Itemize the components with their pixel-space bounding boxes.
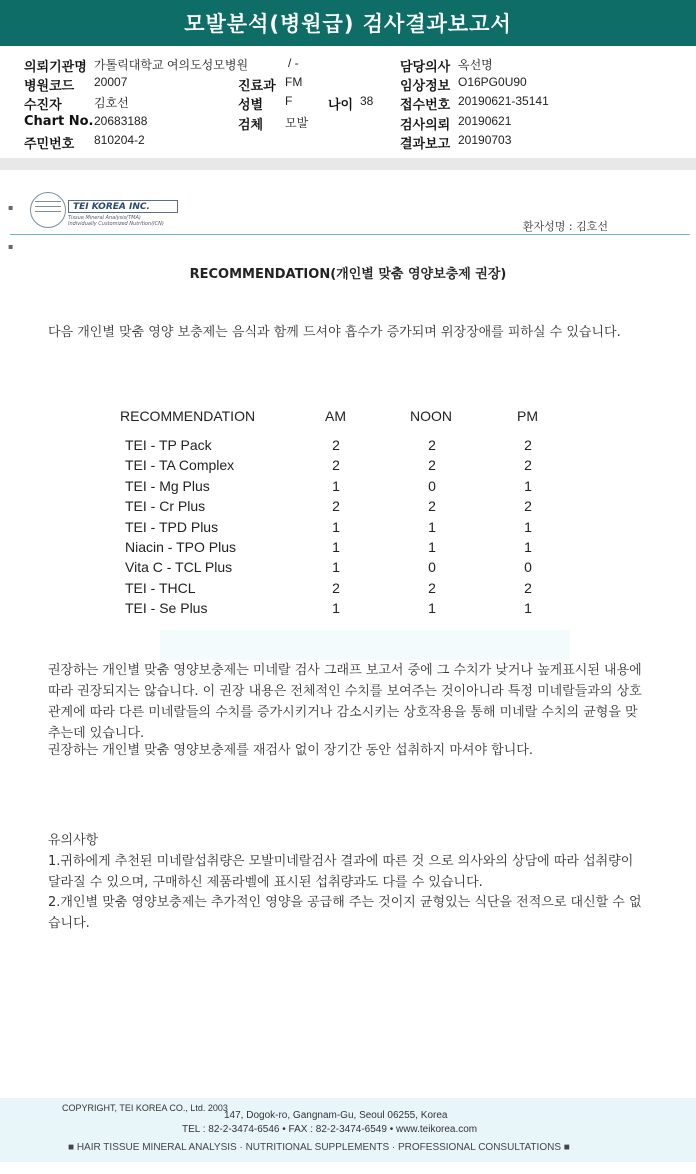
dose-pm: 1 bbox=[524, 518, 532, 535]
intro-paragraph: 다음 개인별 맞춤 영양 보충제는 음식과 함께 드셔야 흡수가 증가되며 위장장애를 피하실 수 있습니다. bbox=[48, 325, 621, 340]
chart-no-value: 20683188 bbox=[94, 114, 148, 128]
age-label: 나이 bbox=[328, 98, 354, 113]
dose-am: 2 bbox=[332, 457, 340, 474]
age-value: 38 bbox=[360, 94, 374, 108]
dose-am: 1 bbox=[332, 518, 340, 535]
dose-pm: 1 bbox=[524, 477, 532, 494]
footer-contact: TEL : 82-2-3474-6546 • FAX : 82-2-3474-6549 • www.teikorea.com bbox=[182, 1124, 478, 1135]
supplement-name: TEI - Mg Plus bbox=[125, 477, 210, 494]
section-separator bbox=[0, 158, 696, 170]
supplement-name: TEI - TP Pack bbox=[125, 437, 212, 453]
specimen-label: 검체 bbox=[238, 118, 264, 133]
doctor-value: 옥선명 bbox=[458, 58, 493, 72]
dose-noon: 2 bbox=[428, 437, 436, 453]
resident-id-value: 810204-2 bbox=[94, 133, 145, 147]
footer bbox=[0, 1098, 696, 1162]
receipt-label: 접수번호 bbox=[400, 98, 451, 113]
report-date-label: 결과보고 bbox=[400, 137, 451, 152]
column-header: PM bbox=[517, 408, 538, 424]
chart-no-label: Chart No. bbox=[24, 114, 94, 129]
dose-am: 2 bbox=[332, 437, 340, 453]
recommendation-title: RECOMMENDATION(개인별 맞춤 영양보충제 권장) bbox=[189, 267, 507, 282]
dose-am: 1 bbox=[332, 477, 340, 494]
tei-logo bbox=[30, 190, 164, 230]
table-row bbox=[120, 600, 560, 620]
hospital-code-value: 20007 bbox=[94, 75, 128, 89]
dose-pm: 1 bbox=[524, 600, 532, 617]
header-rule bbox=[10, 234, 690, 235]
receipt-value: 20190621-35141 bbox=[458, 94, 549, 108]
supplement-name: TEI - THCL bbox=[125, 579, 196, 596]
note-paragraph: 권장하는 개인별 맞춤 영양보충제는 미네랄 검사 그래프 보고서 중에 그 수치가 낮거나 높게표시된 내용에 따라 권장되지는 않습니다. 이 권장 내용은 전체적인 수치를 보여주는 것이아니라 특정 미네랄들과의 상호관계에 따라 다른 미네랄들의 수치를 증가시키거나 감소시키는 상호작용을 통해 미네랄 수치의 균형을 맞추는데 있습니다. bbox=[48, 663, 642, 741]
dose-am: 1 bbox=[332, 539, 340, 555]
column-header: NOON bbox=[410, 408, 452, 424]
dose-am: 1 bbox=[332, 600, 340, 617]
dept-label: 진료과 bbox=[238, 79, 276, 94]
table-row bbox=[120, 478, 560, 498]
report-title: 모발분석(병원급) 검사결과보고서 bbox=[0, 0, 696, 46]
dept-extra-value: / - bbox=[288, 56, 299, 70]
sex-value: F bbox=[285, 94, 293, 108]
globe-icon bbox=[30, 192, 66, 228]
dose-am: 1 bbox=[332, 559, 340, 576]
supplement-name: TEI - Cr Plus bbox=[125, 498, 206, 515]
dose-noon: 1 bbox=[428, 600, 436, 617]
footer-services: ■ HAIR TISSUE MINERAL ANALYSIS · NUTRITIONAL SUPPLEMENTS · PROFESSIONAL CONSULTATIONS ■ bbox=[68, 1142, 570, 1153]
logo-sub-line: Individually Customized Nutrition(ICN) bbox=[68, 221, 164, 227]
logo-brand: TEI KOREA INC. bbox=[68, 200, 178, 213]
dose-am: 2 bbox=[332, 498, 340, 515]
note-paragraph-2: 권장하는 개인별 맞춤 영양보충제를 재검사 없이 장기간 동안 섭취하지 마셔야 합니다. bbox=[48, 743, 533, 758]
dept-value: FM bbox=[285, 75, 303, 89]
dose-pm: 2 bbox=[524, 498, 532, 515]
dose-noon: 1 bbox=[428, 539, 436, 555]
sex-label: 성별 bbox=[238, 98, 264, 113]
supplement-name: Niacin - TPO Plus bbox=[125, 539, 236, 555]
logo-sub-line: Tissue Mineral Analysis(TMA) bbox=[68, 215, 141, 221]
table-row bbox=[120, 519, 560, 539]
request-date-label: 검사의뢰 bbox=[400, 118, 451, 133]
dose-noon: 2 bbox=[428, 579, 436, 596]
supplement-name: Vita C - TCL Plus bbox=[125, 559, 233, 576]
background-highlight bbox=[160, 630, 570, 660]
request-date-value: 20190621 bbox=[458, 114, 512, 128]
table-row bbox=[120, 457, 560, 477]
examinee-value: 김호선 bbox=[94, 96, 129, 110]
footer-copyright: COPYRIGHT, TEI KOREA CO., Ltd. 2003 bbox=[62, 1103, 228, 1113]
margin-dot: ▪ bbox=[8, 242, 14, 251]
table-row bbox=[120, 559, 560, 579]
examinee-label: 수진자 bbox=[24, 98, 62, 113]
report-date-value: 20190703 bbox=[458, 133, 512, 147]
dose-noon: 0 bbox=[428, 559, 436, 576]
specimen-value: 모발 bbox=[285, 116, 309, 130]
hospital-code-label: 병원코드 bbox=[24, 79, 75, 94]
dose-pm: 2 bbox=[524, 457, 532, 474]
dose-am: 2 bbox=[332, 579, 340, 596]
clinical-value: O16PG0U90 bbox=[458, 75, 527, 89]
table-row bbox=[120, 498, 560, 518]
table-row bbox=[120, 437, 560, 457]
logo-subtitle bbox=[68, 215, 164, 227]
margin-dot: ▪ bbox=[8, 203, 14, 212]
footer-address: 147, Dogok-ro, Gangnam-Gu, Seoul 06255, Korea bbox=[224, 1110, 448, 1121]
dose-pm: 2 bbox=[524, 437, 532, 453]
dose-pm: 2 bbox=[524, 579, 532, 596]
dose-noon: 0 bbox=[428, 477, 436, 494]
caution-item-2: 2.개인별 맞춤 영양보충제는 추가적인 영양을 공급해 주는 것이지 균형있는 식단을 전적으로 대신할 수 없습니다. bbox=[48, 895, 642, 931]
dose-noon: 2 bbox=[428, 498, 436, 515]
caution-title: 유의사항 bbox=[48, 833, 99, 848]
caution-item-1: 1.귀하에게 추천된 미네랄섭취량은 모발미네랄검사 결과에 따른 것 으로 의사와의 상담에 따라 섭취량이 달라질 수 있으며, 구매하신 제품라벨에 표시된 섭취량과도 다를 수 있습니다. bbox=[48, 854, 634, 890]
supplement-name: TEI - TPD Plus bbox=[125, 518, 219, 535]
dose-noon: 2 bbox=[428, 457, 436, 474]
table-row bbox=[120, 580, 560, 600]
institution-value: 가톨릭대학교 여의도성모병원 bbox=[94, 58, 249, 72]
patient-name-line: 환자성명 : 김호선 bbox=[522, 220, 608, 233]
dose-noon: 1 bbox=[428, 518, 436, 535]
table-row bbox=[120, 539, 560, 559]
patient-info-panel bbox=[0, 46, 696, 158]
institution-label: 의뢰기관명 bbox=[24, 60, 87, 75]
dose-pm: 0 bbox=[524, 559, 532, 576]
clinical-label: 임상정보 bbox=[400, 79, 451, 94]
column-header: RECOMMENDATION bbox=[120, 408, 256, 424]
dose-pm: 1 bbox=[524, 539, 532, 555]
doctor-label: 담당의사 bbox=[400, 60, 451, 75]
supplement-name: TEI - Se Plus bbox=[125, 600, 208, 617]
column-header: AM bbox=[325, 408, 346, 424]
supplement-name: TEI - TA Complex bbox=[125, 457, 235, 474]
resident-id-label: 주민번호 bbox=[24, 137, 75, 152]
